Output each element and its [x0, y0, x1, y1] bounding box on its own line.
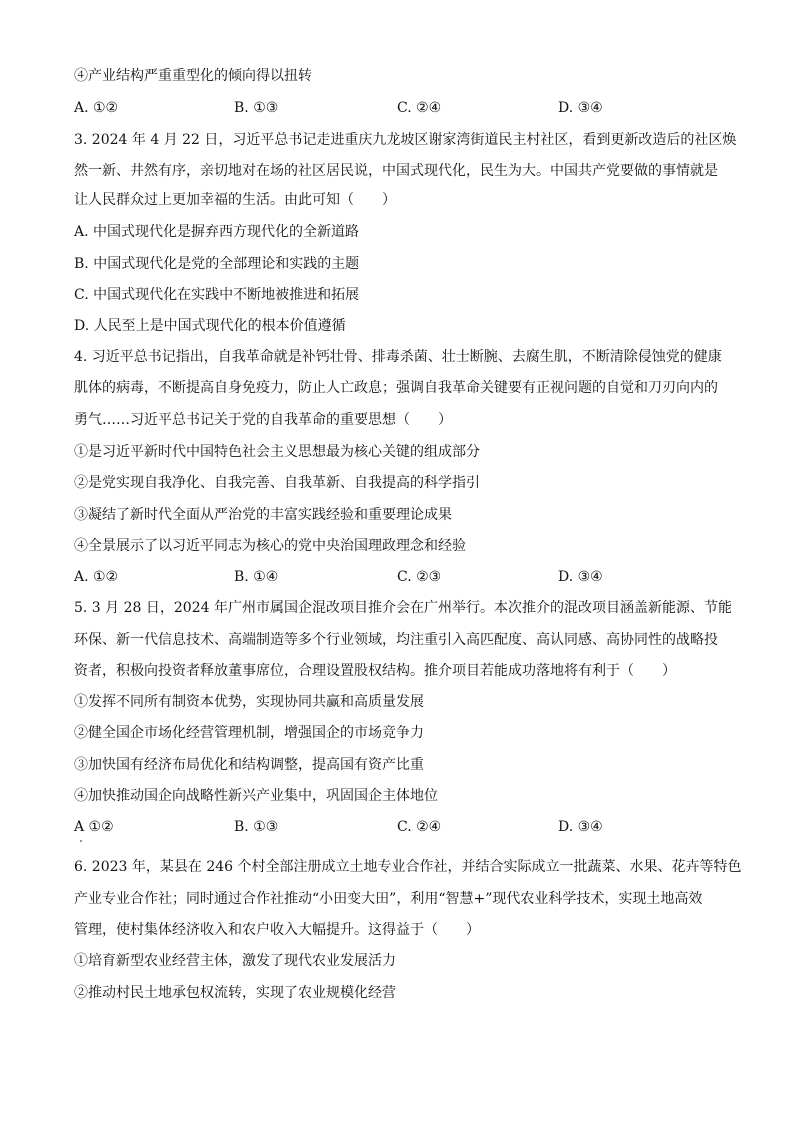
q5-stem-line-3: 资者，积极向投资者释放董事席位，合理设置股权结构。推介项目若能成功落地将有利于（ ） [74, 663, 676, 679]
q6-stem-line-2: 产业专业合作社；同时通过合作社推动“小田变大田”，利用“智慧+”现代农业科学技术，实现土地高效 [74, 891, 703, 907]
q3-choice-a: A. 中国式现代化是摒弃西方现代化的全新道路 [74, 224, 360, 240]
q5-options [74, 817, 734, 837]
q5-stem-line-1: 5. 3 月 28 日，2024 年广州市属国企混改项目推介会在广州举行。本次推介的混改项目涵盖新能源、节能 [74, 600, 732, 616]
q3-choice-d: D. 人民至上是中国式现代化的根本价值遵循 [74, 318, 346, 334]
q3-stem-line-3: 让人民群众过上更加幸福的生活。由此可知（ ） [74, 192, 396, 208]
q3-stem-line-1: 3. 2024 年 4 月 22 日，习近平总书记走进重庆九龙坡区谢家湾街道民主村社区，看到更新改造后的社区焕 [74, 132, 737, 148]
q4-item-3: ③凝结了新时代全面从严治党的丰富实践经验和重要理论成果 [74, 507, 452, 523]
q3-stem-line-2: 然一新、井然有序，亲切地对在场的社区居民说，中国式现代化，民生为大。中国共产党要做的事情就是 [74, 163, 718, 179]
q2-option-c: C. ②④ [397, 100, 442, 116]
q5-option-d: D. ③④ [558, 819, 603, 835]
q4-option-d: D. ③④ [558, 569, 603, 585]
q6-item-1: ①培育新型农业经营主体，激发了现代农业发展活力 [74, 953, 396, 969]
q4-option-a: A. ①② [74, 569, 119, 585]
q3-choice-b: B. 中国式现代化是党的全部理论和实践的主题 [74, 256, 360, 272]
q6-stem-line-1: 6. 2023 年，某县在 246 个村全部注册成立土地专业合作社，并结合实际成立一批蔬菜、水果、花卉等特色 [74, 859, 742, 875]
q4-item-2: ②是党实现自我净化、自我完善、自我革新、自我提高的科学指引 [74, 475, 480, 491]
stray-mark [80, 840, 82, 842]
q2-options [74, 98, 734, 118]
q4-option-c: C. ②③ [397, 569, 442, 585]
q5-item-3: ③加快国有经济布局优化和结构调整，提高国有资产比重 [74, 757, 424, 773]
q6-item-2: ②推动村民土地承包权流转，实现了农业规模化经营 [74, 985, 396, 1001]
q4-stem-line-3: 勇气……习近平总书记关于党的自我革命的重要思想（ ） [74, 412, 452, 428]
q2-option-d: D. ③④ [558, 100, 603, 116]
q5-stem-line-2: 环保、新一代信息技术、高端制造等多个行业领域，均注重引入高匹配度、高认同感、高协同性的战略投 [74, 632, 718, 648]
q2-item-4: ④产业结构严重重型化的倾向得以扭转 [74, 68, 312, 84]
q4-options [74, 567, 734, 587]
q5-item-2: ②健全国企市场化经营管理机制，增强国企的市场竞争力 [74, 725, 424, 741]
q4-stem-line-1: 4. 习近平总书记指出，自我革命就是补钙壮骨、排毒杀菌、壮士断腕、去腐生肌，不断清除侵蚀党的健康 [74, 349, 722, 365]
q5-option-c: C. ②④ [397, 819, 442, 835]
q5-item-4: ④加快推动国企向战略性新兴产业集中，巩固国企主体地位 [74, 788, 438, 804]
q5-item-1: ①发挥不同所有制资本优势，实现协同共赢和高质量发展 [74, 694, 424, 710]
q5-option-a: A ①② [74, 819, 114, 835]
q2-option-a: A. ①② [74, 100, 119, 116]
q6-stem-line-3: 管理，使村集体经济收入和农户收入大幅提升。这得益于（ ） [74, 922, 480, 938]
q3-choice-c: C. 中国式现代化在实践中不断地被推进和拓展 [74, 287, 360, 303]
q4-stem-line-2: 肌体的病毒，不断提高自身免疫力，防止人亡政息；强调自我革命关键要有正视问题的自觉和刀刃向内的 [74, 380, 718, 396]
q4-item-1: ①是习近平新时代中国特色社会主义思想最为核心关键的组成部分 [74, 444, 480, 460]
q4-option-b: B. ①④ [234, 569, 279, 585]
q2-option-b: B. ①③ [234, 100, 279, 116]
q4-item-4: ④全景展示了以习近平同志为核心的党中央治国理政理念和经验 [74, 538, 466, 554]
q5-option-b: B. ①③ [234, 819, 279, 835]
